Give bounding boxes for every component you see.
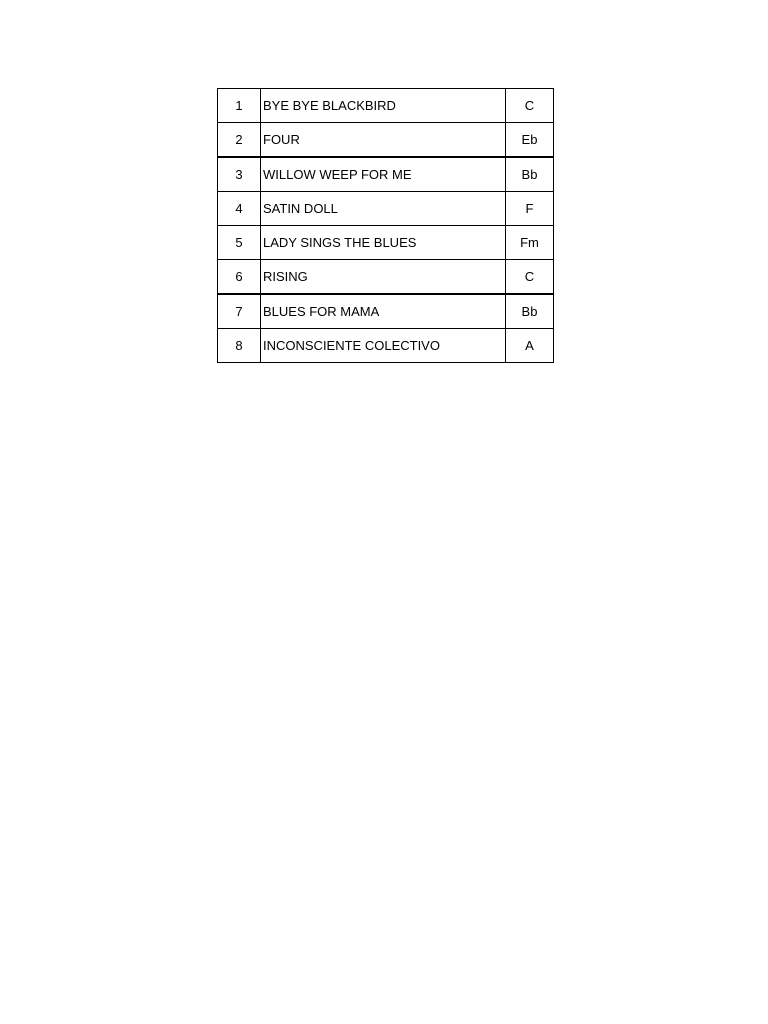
song-number: 2 [218, 123, 261, 158]
song-title: BYE BYE BLACKBIRD [261, 89, 506, 123]
table-row [218, 226, 554, 260]
table-row [218, 294, 554, 329]
song-title: SATIN DOLL [261, 192, 506, 226]
song-key: F [506, 192, 554, 226]
song-key: Bb [506, 294, 554, 329]
song-key: Eb [506, 123, 554, 158]
song-title: FOUR [261, 123, 506, 158]
song-number: 6 [218, 260, 261, 295]
song-number: 7 [218, 294, 261, 329]
table-row [218, 192, 554, 226]
song-title: WILLOW WEEP FOR ME [261, 157, 506, 192]
song-key: Bb [506, 157, 554, 192]
song-number: 5 [218, 226, 261, 260]
song-title: BLUES FOR MAMA [261, 294, 506, 329]
song-key: A [506, 329, 554, 363]
song-title: RISING [261, 260, 506, 295]
song-title: INCONSCIENTE COLECTIVO [261, 329, 506, 363]
song-number: 3 [218, 157, 261, 192]
table-row [218, 123, 554, 158]
setlist-body [218, 89, 554, 363]
song-number: 8 [218, 329, 261, 363]
song-number: 1 [218, 89, 261, 123]
song-key: Fm [506, 226, 554, 260]
song-number: 4 [218, 192, 261, 226]
song-key: C [506, 260, 554, 295]
table-row [218, 329, 554, 363]
table-row [218, 89, 554, 123]
table-row [218, 260, 554, 295]
song-key: C [506, 89, 554, 123]
table-row [218, 157, 554, 192]
song-title: LADY SINGS THE BLUES [261, 226, 506, 260]
setlist-table [217, 88, 554, 363]
